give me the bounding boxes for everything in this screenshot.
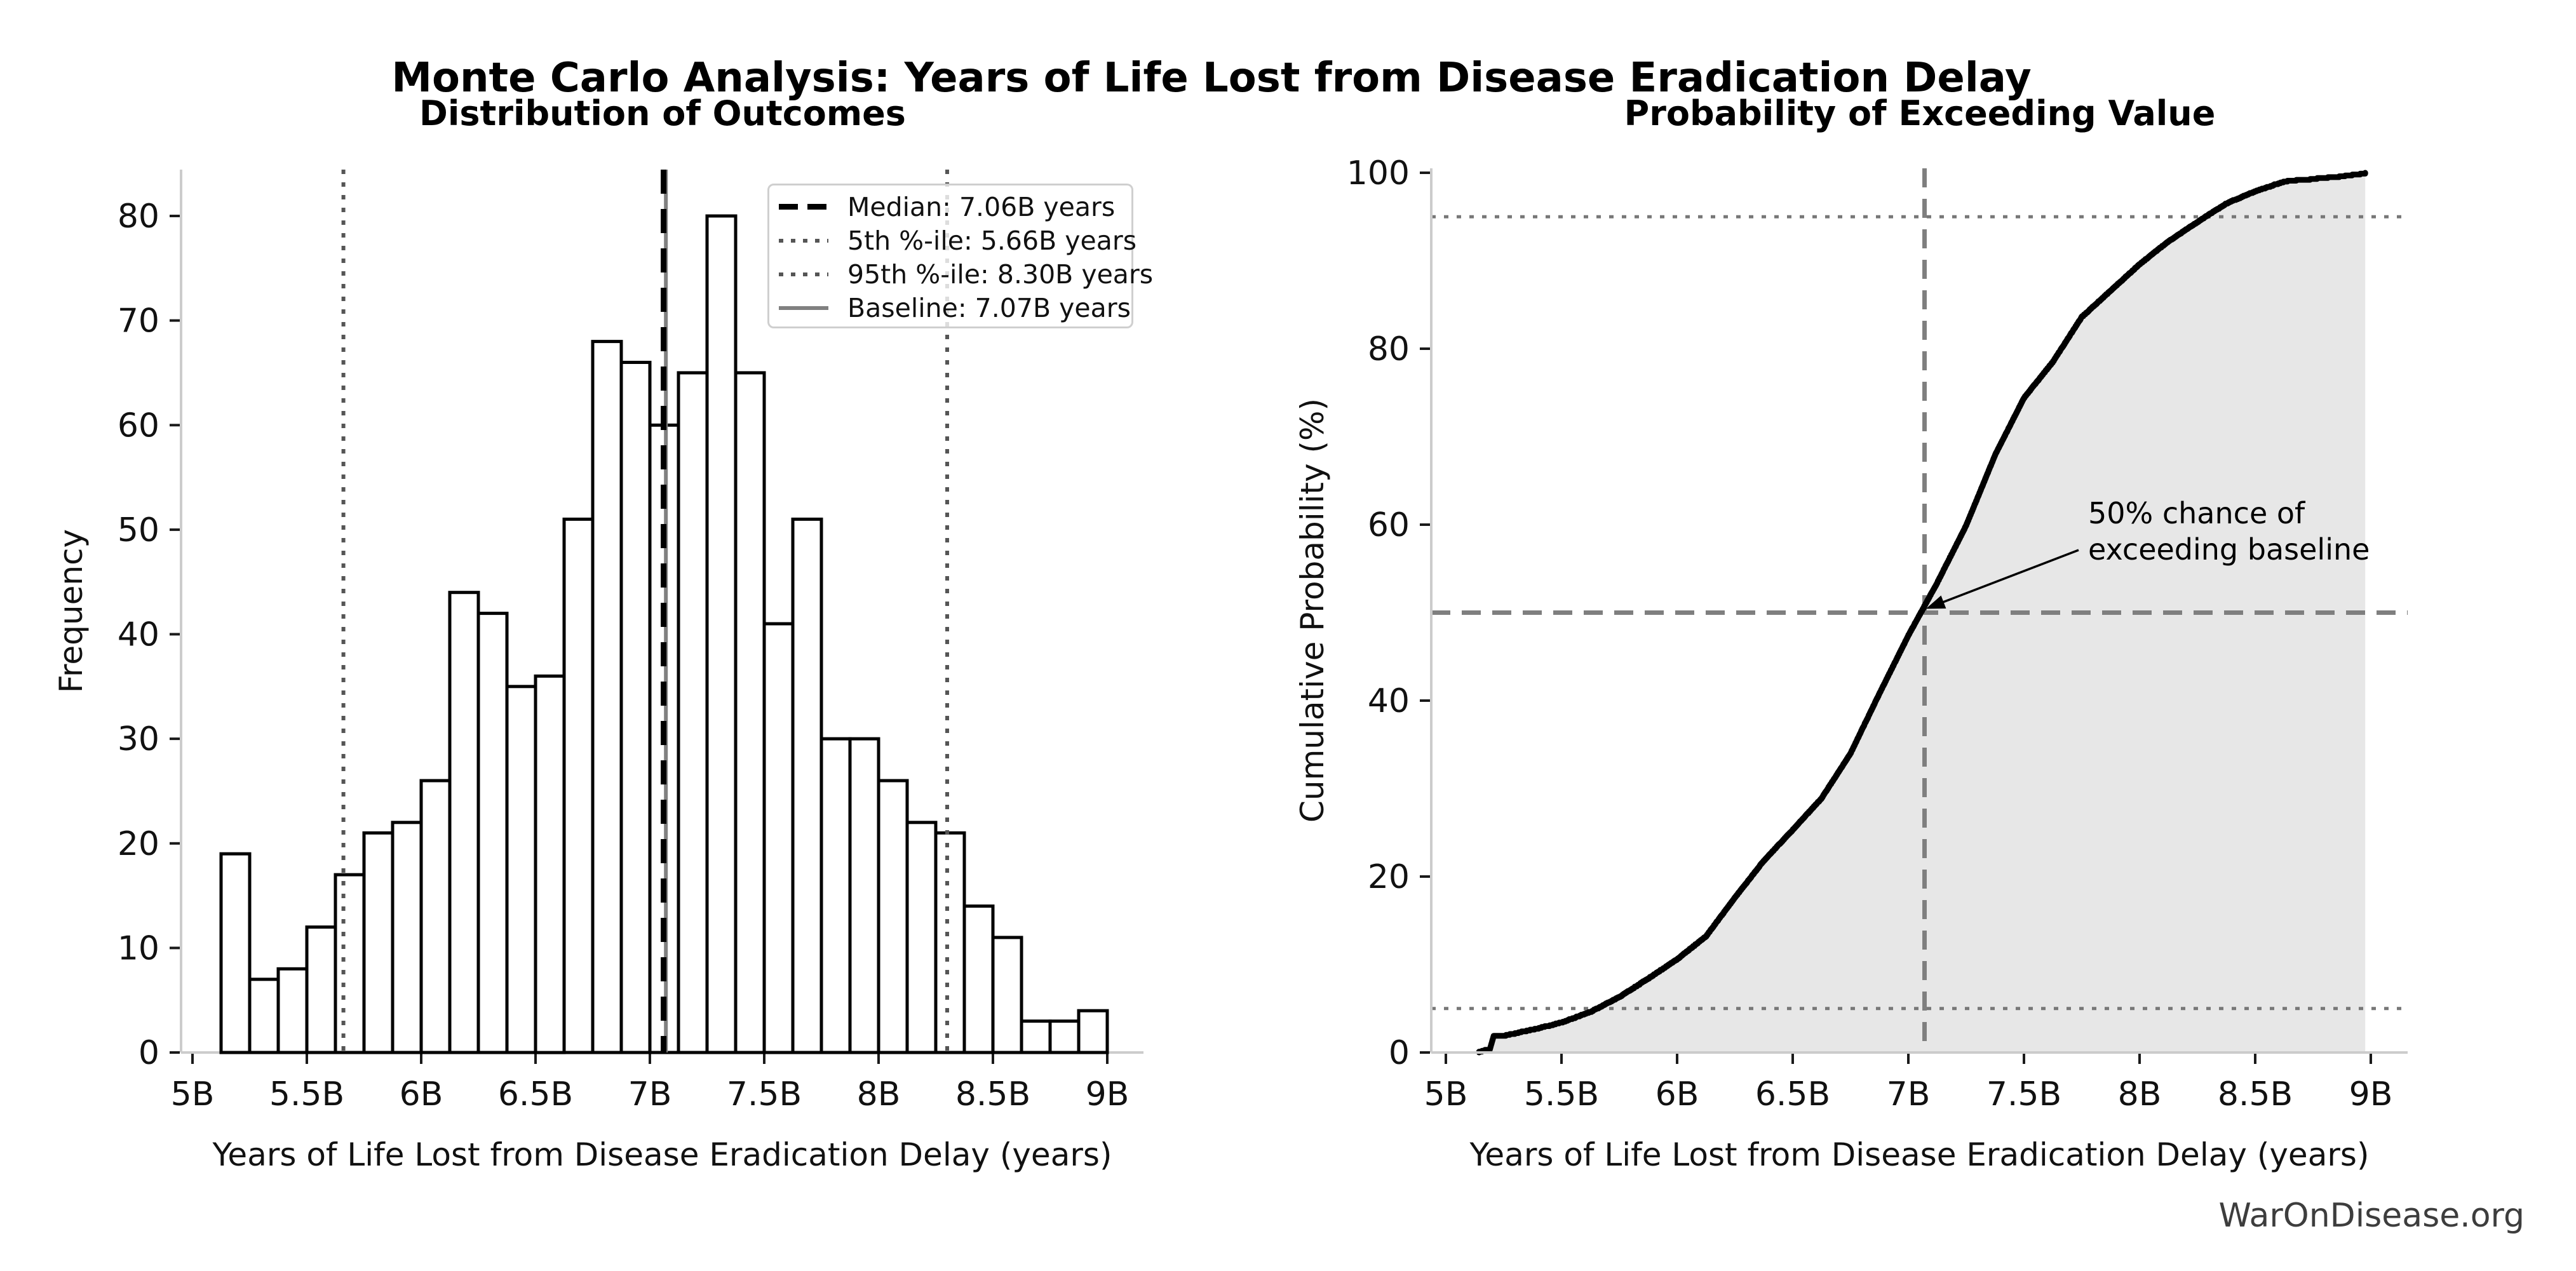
histogram-xlabel: Years of Life Lost from Disease Eradication Delay (years) (212, 1136, 1112, 1173)
cdf-title: Probability of Exceeding Value (1624, 93, 2216, 133)
y-tick-label: 60 (1367, 506, 1410, 544)
legend-item-p5 (779, 224, 1137, 257)
histogram-bar (364, 833, 393, 1052)
x-tick-label: 8B (2117, 1075, 2162, 1113)
y-tick-label: 20 (117, 824, 159, 863)
histogram-bar (707, 216, 736, 1052)
histogram-bar (1079, 1011, 1107, 1052)
y-tick-label: 50 (117, 511, 159, 549)
histogram-bar (936, 833, 964, 1052)
x-tick-label: 6B (1655, 1075, 1699, 1113)
x-tick-label: 7.5B (1986, 1075, 2062, 1113)
x-tick-label: 5.5B (1523, 1075, 1600, 1113)
y-tick-label: 20 (1367, 858, 1410, 896)
legend-label: 95th %-ile: 8.30B years (847, 259, 1154, 290)
legend-item-median (779, 190, 1131, 224)
x-tick-label: 7B (1886, 1075, 1931, 1113)
y-tick-label: 0 (138, 1034, 159, 1072)
y-tick-label: 80 (1367, 330, 1410, 368)
cdf-xlabel: Years of Life Lost from Disease Eradication Delay (years) (1469, 1136, 2370, 1173)
histogram-bar (536, 676, 564, 1052)
x-tick-label: 8.5B (2217, 1075, 2293, 1113)
y-tick-label: 10 (117, 929, 159, 968)
histogram-ylabel: Frequency (53, 528, 90, 694)
legend-label: Baseline: 7.07B years (847, 292, 1131, 323)
x-tick-label: 6B (399, 1075, 443, 1113)
histogram-bar (621, 363, 650, 1053)
cdf-ylabel: Cumulative Probability (%) (1294, 398, 1331, 823)
x-tick-label: 5B (170, 1075, 215, 1113)
x-tick-label: 7B (628, 1075, 672, 1113)
histogram-bar (250, 979, 278, 1052)
histogram-bar (964, 906, 993, 1053)
cdf-annotation (2088, 495, 2370, 568)
histogram-bar (1022, 1021, 1050, 1052)
histogram-bar (1050, 1021, 1079, 1052)
annotation-line-1: 50% chance of (2088, 496, 2305, 530)
histogram-bar (393, 823, 421, 1052)
histogram-bar (736, 373, 764, 1052)
x-tick-label: 5B (1424, 1075, 1468, 1113)
p95-dotted-line-sample (779, 272, 828, 276)
y-tick-label: 60 (117, 407, 159, 445)
histogram-bar (478, 614, 507, 1052)
histogram-bar (821, 739, 850, 1052)
x-tick-label: 7.5B (726, 1075, 802, 1113)
x-tick-label: 6.5B (1755, 1075, 1831, 1113)
histogram-bar (593, 342, 621, 1052)
histogram-bar (907, 823, 936, 1052)
histogram-legend (767, 184, 1154, 328)
median-dashed-line-sample (779, 204, 828, 210)
histogram-bar (507, 687, 536, 1052)
histogram-bar (879, 781, 907, 1052)
histogram-bar (307, 927, 335, 1053)
y-tick-label: 40 (117, 615, 159, 654)
x-tick-label: 9B (2349, 1075, 2393, 1113)
annotation-line-2: exceeding baseline (2088, 532, 2370, 567)
histogram-bar (421, 781, 450, 1052)
x-tick-label: 8B (856, 1075, 901, 1113)
baseline-solid-line-sample (779, 306, 828, 310)
histogram-bar (993, 938, 1022, 1052)
histogram-bar (793, 519, 821, 1052)
y-tick-label: 0 (1388, 1034, 1410, 1072)
histogram-bar (678, 373, 707, 1052)
y-tick-label: 100 (1346, 154, 1410, 192)
x-tick-label: 5.5B (269, 1075, 345, 1113)
y-tick-label: 30 (117, 720, 159, 759)
legend-item-baseline (779, 291, 1131, 325)
histogram-bar (335, 875, 364, 1052)
histogram-bar (450, 593, 478, 1052)
histogram-bar (221, 854, 250, 1052)
x-tick-label: 9B (1085, 1075, 1130, 1113)
cdf-plot (1347, 154, 2408, 1173)
legend-item-p95 (779, 257, 1154, 291)
histogram-bar (564, 519, 593, 1052)
legend-label: Median: 7.06B years (847, 191, 1116, 222)
histogram-title: Distribution of Outcomes (419, 93, 906, 133)
x-tick-label: 6.5B (497, 1075, 574, 1113)
histogram-bar (278, 969, 307, 1052)
x-tick-label: 8.5B (955, 1075, 1031, 1113)
histogram-bar (764, 624, 793, 1052)
y-tick-label: 70 (117, 302, 159, 340)
legend-label: 5th %-ile: 5.66B years (847, 225, 1137, 256)
histogram-bar (850, 739, 879, 1052)
y-tick-label: 80 (117, 198, 159, 236)
y-tick-label: 40 (1367, 682, 1410, 720)
p5-dotted-line-sample (779, 239, 828, 243)
watermark: WarOnDisease.org (2218, 1197, 2525, 1235)
figure-title: Monte Carlo Analysis: Years of Life Lost from Disease Eradication Delay (391, 55, 2032, 102)
